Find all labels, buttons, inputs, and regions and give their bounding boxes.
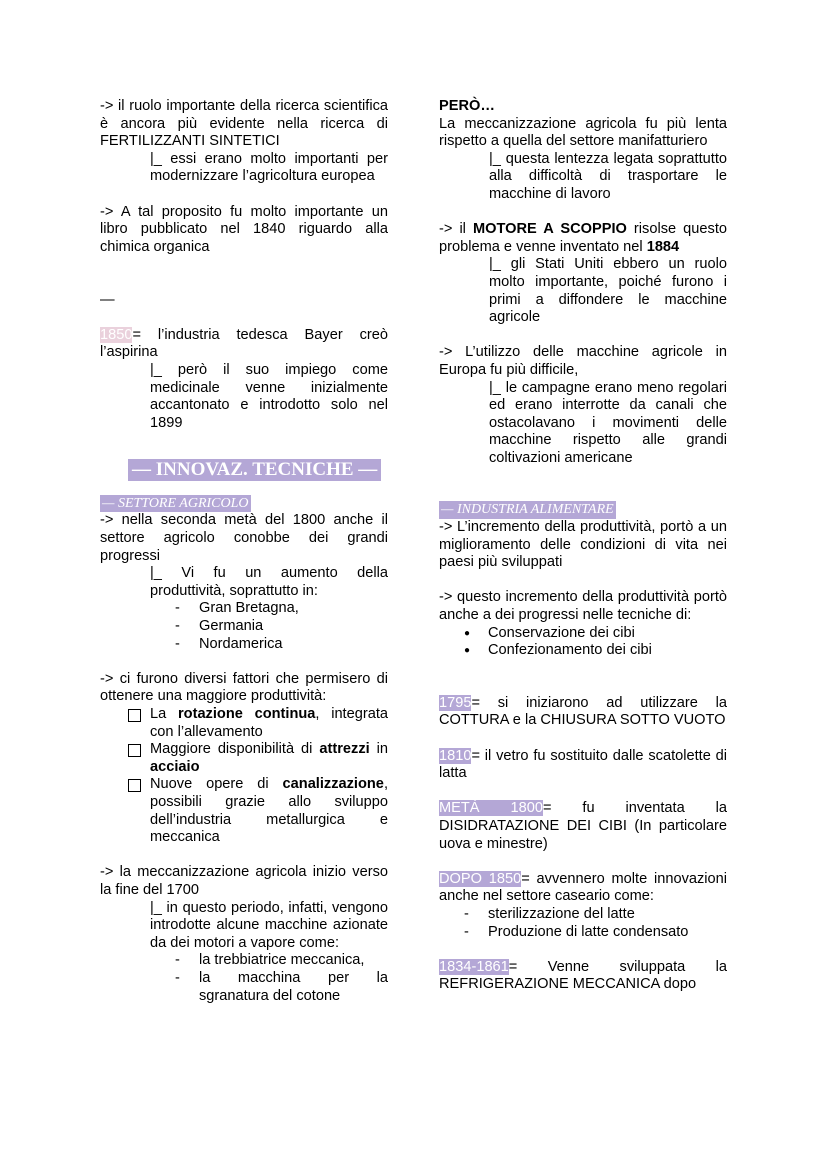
date-badge: METÀ 1800 [439,800,543,817]
sub-note-produttivita: |_ Vi fu un aumento della produttività, soprattutto in: [150,565,388,599]
date-badge: 1834-1861 [439,958,509,975]
timeline-entry-1810: 1810= il vetro fu sostituito dalle scatolette di latta [439,747,727,782]
list-item: - Nordamerica [175,636,388,654]
date-badge-1850: 1850 [100,326,133,343]
left-column [100,98,388,1005]
checklist-item: Maggiore disponibilità di attrezzi in acciaio [128,741,388,776]
sub-note-stati-uniti: |_ gli Stati Uniti ebbero un ruolo molto importante, poiché furono i primi a diffondere le macchine agricole [489,256,727,326]
subsection-title-settore-agricolo: — SETTORE AGRICOLO [102,495,249,511]
sub-note-macchine-vapore: |_ in questo periodo, infatti, vengono introdotte alcune macchine azionate da dei motori a vapore come: [150,899,388,951]
checkbox-icon[interactable] [128,744,141,757]
sub-note-campagne: |_ le campagne erano meno regolari ed erano interrotte da canali che ostacolavano i movimenti delle macchine rispetto alle grandi coltivazioni americane [489,379,727,466]
dairy-list [439,906,727,941]
timeline-entry-dopo-1850: DOPO 1850= avvennero molte innovazioni anche nel settore caseario come: [439,870,727,905]
paragraph-fertilizzanti: -> il ruolo importante della ricerca scientifica è ancora più evidente nella ricerca di FERTILIZZANTI SINTETICI [100,98,388,150]
paragraph-fattori: -> ci furono diversi fattori che permisero di ottenere una maggiore produttività: [100,670,388,705]
timeline-entry-1834-1861: 1834-1861= Venne sviluppata la REFRIGERAZIONE MECCANICA dopo [439,958,727,993]
paragraph-incremento: -> L’incremento della produttività, portò a un miglioramento delle condizioni di vita nei paesi più sviluppati [439,519,727,571]
country-list [100,600,388,653]
list-item: - la macchina per la sgranatura del cotone [175,970,388,1005]
date-badge: DOPO 1850 [439,870,522,887]
separator-dash: — [100,291,115,308]
factor-checklist [100,706,388,847]
sub-note-lentezza: |_ questa lentezza legata soprattutto alla difficoltà di trasportare le macchine di lavoro [489,150,727,202]
list-item: - la trebbiatrice meccanica, [175,952,388,970]
paragraph-seconda-meta: -> nella seconda metà del 1800 anche il settore agricolo conobbe dei grandi progressi [100,512,388,564]
checklist-item: Nuove opere di canalizzazione, possibili grazie allo sviluppo dell’industria metallurgica e meccanica [128,776,388,846]
list-item: - Gran Bretagna, [175,600,388,618]
list-item: - sterilizzazione del latte [464,906,727,924]
date-badge: 1795 [439,694,472,711]
list-item: - Germania [175,618,388,636]
timeline-entry-meta-1800: METÀ 1800= fu inventata la DISIDRATAZIONE DEI CIBI (In particolare uova e minestre) [439,800,727,852]
paragraph-lenta: La meccanizzazione agricola fu più lenta rispetto a quella del settore manifatturiero [439,115,727,150]
sub-note-fertilizzanti: |_ essi erano molto importanti per modernizzare l’agricoltura europea [150,150,388,185]
paragraph-libro-1840: -> A tal proposito fu molto importante un libro pubblicato nel 1840 riguardo alla chimica organica [100,203,388,255]
list-item: ● Confezionamento dei cibi [464,642,727,660]
paragraph-europa: -> L’utilizzo delle macchine agricole in Europa fu più difficile, [439,344,727,378]
technique-list [439,625,727,660]
date-badge: 1810 [439,747,472,764]
list-item: ● Conservazione dei cibi [464,625,727,643]
paragraph-motore-scoppio: -> il MOTORE A SCOPPIO risolse questo problema e venne inventato nel 1884 [439,221,727,255]
paragraph-meccanizzazione: -> la meccanizzazione agricola inizio verso la fine del 1700 [100,864,388,898]
right-column [439,98,727,994]
heading-pero: PERÒ… [439,98,495,114]
sub-note-aspirina: |_ però il suo impiego come medicinale venne inizialmente accantonato e introdotto solo nel 1899 [150,361,388,431]
machine-list [100,952,388,1005]
section-title-innovazioni: — INNOVAZ. TECNICHE — [100,459,388,481]
checkbox-icon[interactable] [128,779,141,792]
paragraph-tecniche: -> questo incremento della produttività portò anche a dei progressi nelle tecniche di: [439,589,727,624]
checklist-item: La rotazione continua, integrata con l’allevamento [128,706,388,741]
paragraph-bayer: 1850= l’industria tedesca Bayer creò l’aspirina [100,326,388,361]
timeline-entry-1795: 1795= si iniziarono ad utilizzare la COTTURA e la CHIUSURA SOTTO VUOTO [439,694,727,729]
list-item: - Produzione di latte condensato [464,924,727,942]
checkbox-icon[interactable] [128,709,141,722]
subsection-title-industria-alimentare: — INDUSTRIA ALIMENTARE [441,502,614,518]
